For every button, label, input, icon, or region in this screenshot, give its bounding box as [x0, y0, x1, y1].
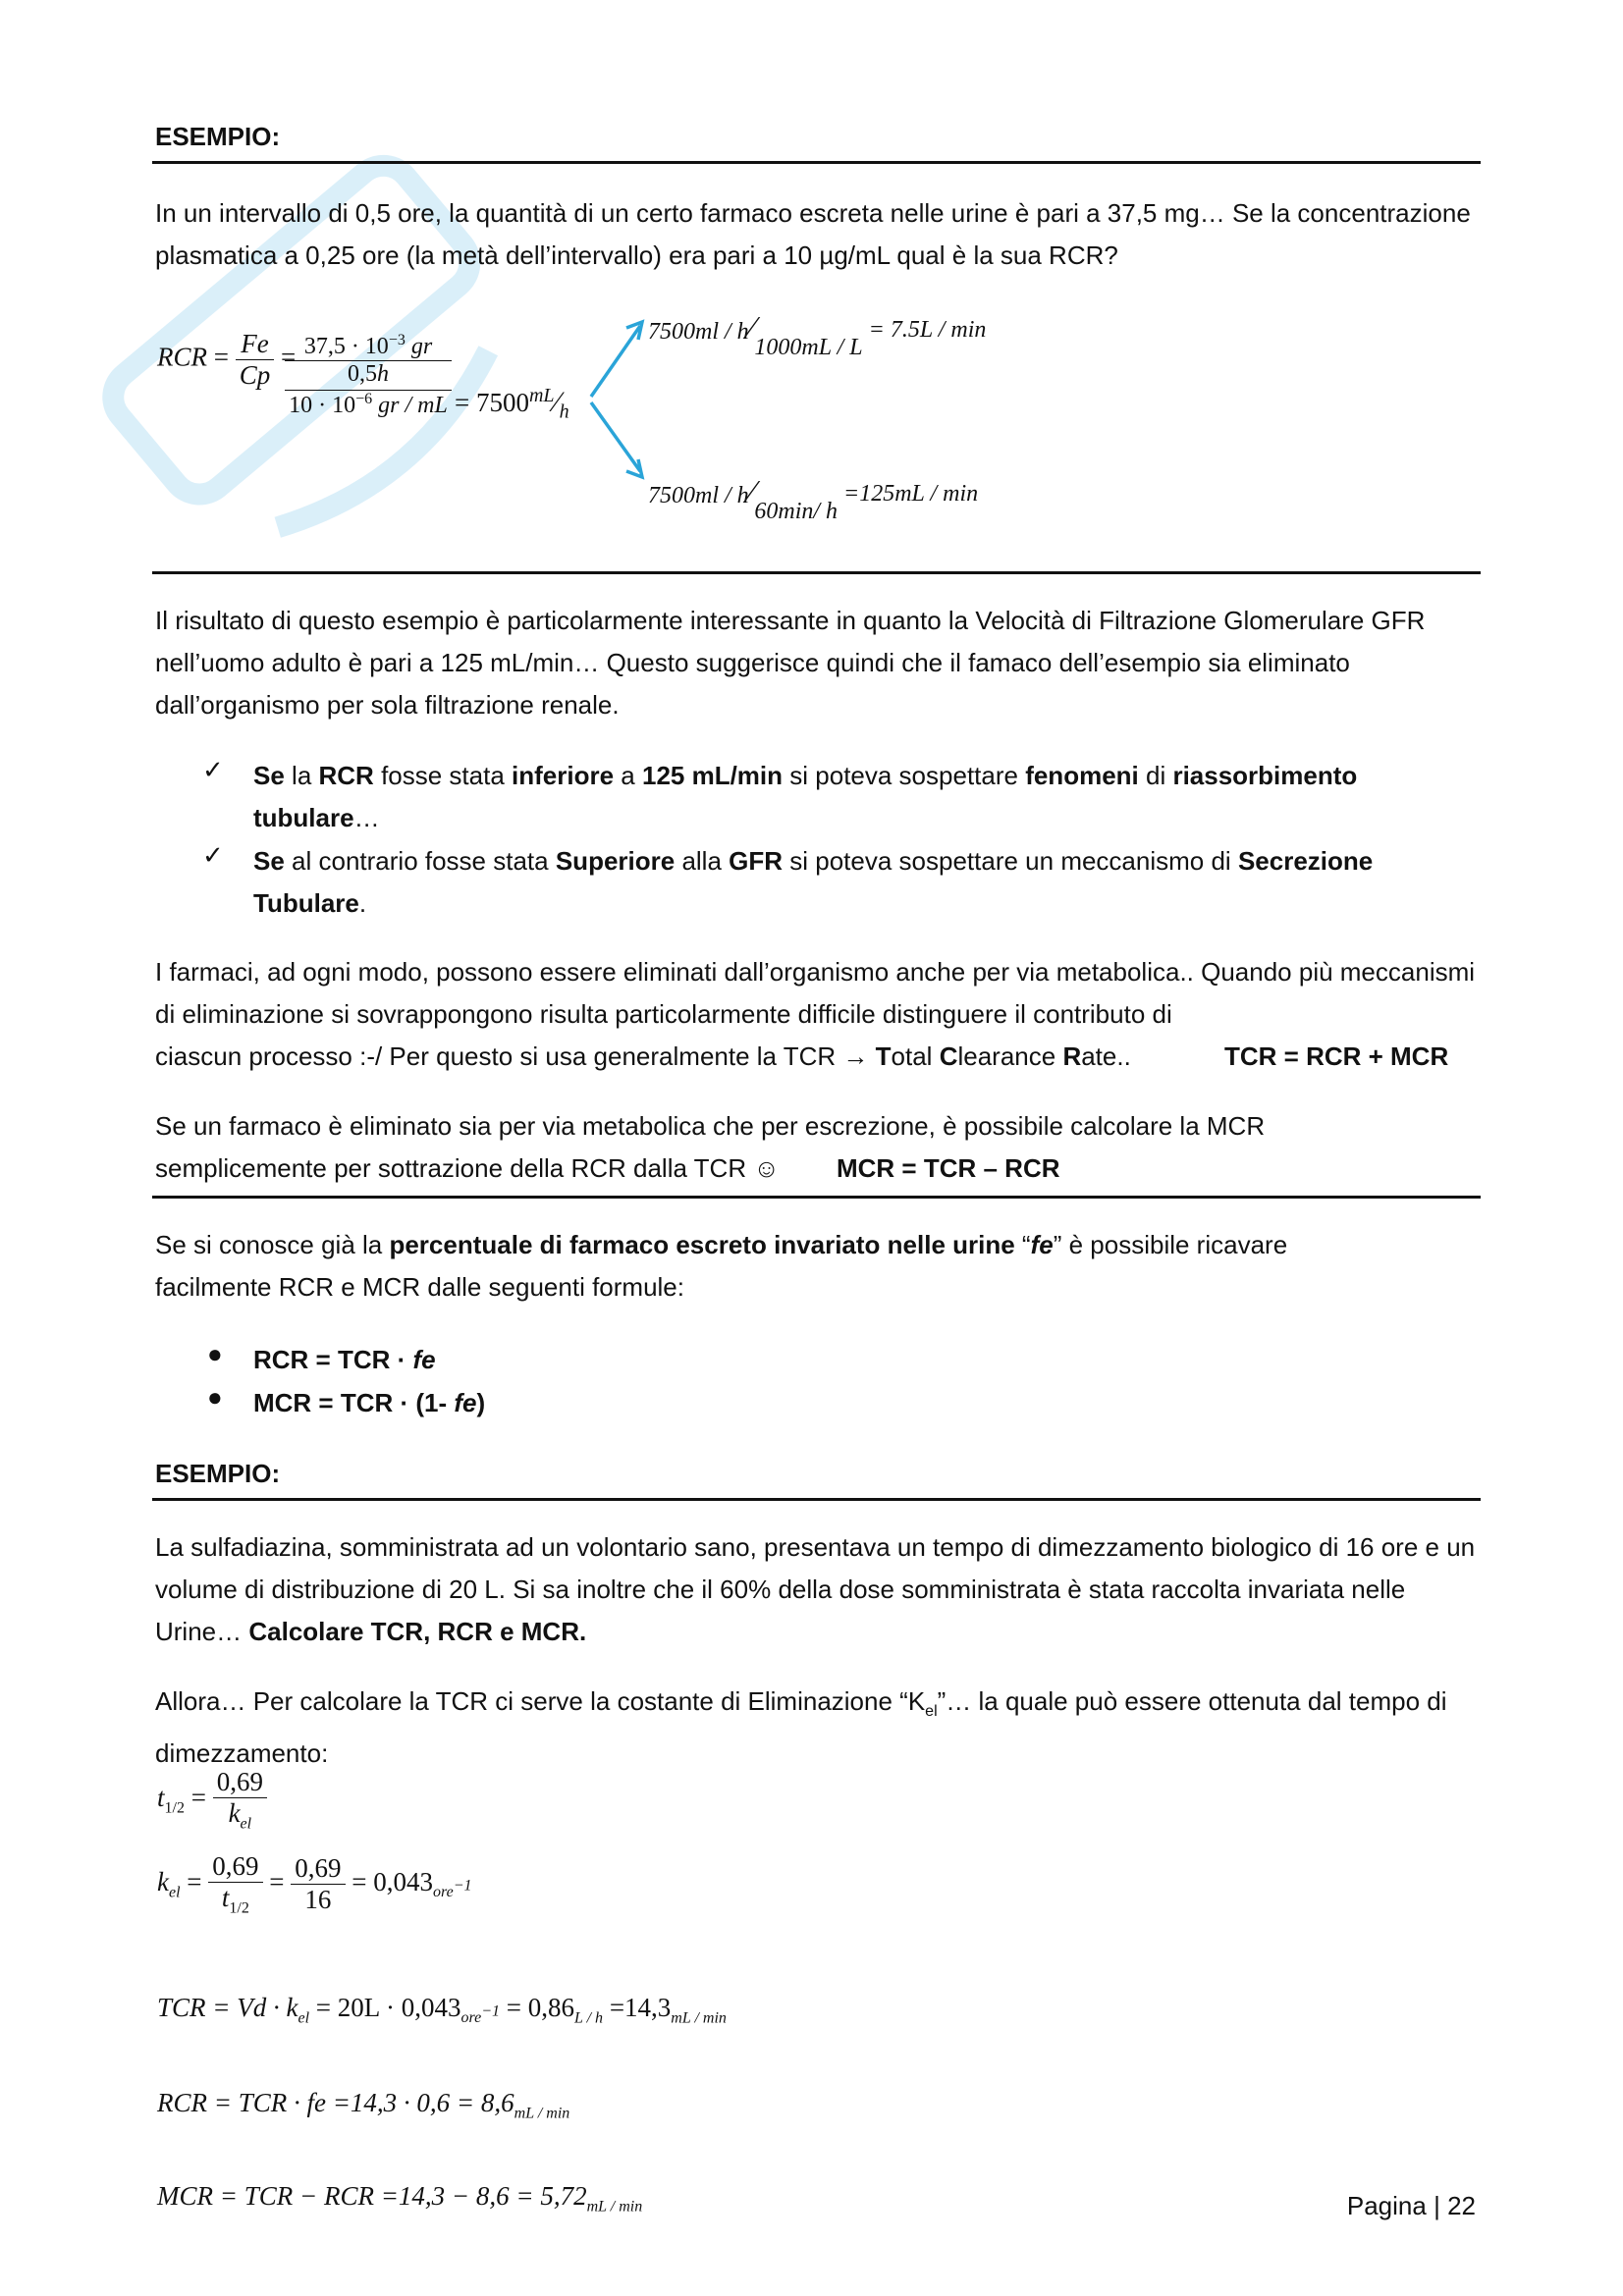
denominator [285, 391, 452, 419]
mcr-a: MCR = TCR − RCR =14,3 − 8,6 = 5,72 [157, 2181, 587, 2211]
cp-symbol: Cp [239, 360, 271, 390]
c2-gfr: GFR [729, 846, 784, 876]
paragraph-fe [155, 1224, 1481, 1266]
check-item-1 [253, 755, 1471, 839]
kel-n1: 0,69 [208, 1851, 262, 1883]
kel-res-sub: ore [432, 1884, 454, 1901]
bullet-icon: ● [207, 1339, 223, 1368]
p6-text: La sulfadiazina, somministrata ad un volontario sano, presentava un tempo di dimezzamento biologico di 16 ore e un volume di distribuzione di 20 L. Si sa inoltre che il 60% della dose somministrata è stata raccolta invariata nelle Urine… [155, 1532, 1476, 1646]
equation-rcr [157, 2088, 569, 2122]
result-unit-num: mL [528, 385, 555, 406]
paragraph-subtraction: Se un farmaco è eliminato sia per via metabolica che per escrezione, è possibile calcolare la MCR [155, 1111, 1266, 1141]
fe-over-cp [236, 329, 275, 391]
paragraph-gfr: Il risultato di questo esempio è particolarmente interessante in quanto la Velocità di Filtrazione Glomerulare GFR nell’uomo adulto è pari a 125 mL/min… Questo suggerisce quindi che il famaco dell’esempio sia eliminato dall’organismo per sola filtrazione renale. [155, 606, 1426, 720]
kel-res-sup: −1 [453, 1877, 472, 1895]
c1-t4: si poteva sospettare [783, 761, 1026, 790]
p5-a: Se si conosce già la [155, 1230, 390, 1259]
paragraph-subtraction-last: semplicemente per sottrazione della RCR dalla TCR ☺ [155, 1153, 780, 1183]
kel-k: k [157, 1866, 169, 1896]
p7-a: Allora… Per calcolare la TCR ci serve la costante di Eliminazione “K [155, 1686, 926, 1716]
equation-half-life: $t_{1/2}$ = $\frac{0,69}{k_{el}}$ [157, 1767, 267, 1833]
paragraph-metabolic: I farmaci, ad ogni modo, possono essere eliminati dall’organismo anche per via metabolica.. Quando più meccanismi di eliminazione si sovrappongono risulta particolarmente difficile distinguere il contributo di [155, 957, 1476, 1029]
kel-n2: 0,69 [291, 1853, 345, 1885]
tcr-c: = 0,86 [500, 1993, 574, 2022]
c2-secrezione: Secrezione [1237, 846, 1374, 876]
half-life-fraction [213, 1767, 267, 1833]
bullet-mcr [253, 1382, 485, 1424]
formula-result: = $7500^{mL}⁄_h$ [455, 385, 569, 423]
b1-fe: fe [412, 1345, 436, 1374]
b1-a: RCR = TCR · [253, 1345, 413, 1374]
kel-k-sub: el [168, 1884, 181, 1901]
p5-fe: fe [1030, 1230, 1054, 1259]
p3-ate: ate.. [1081, 1041, 1131, 1071]
check-icon: ✓ [202, 840, 224, 870]
result-unit-den: h [559, 400, 569, 423]
c1-se: Se [253, 761, 285, 790]
c2-t2: alla [675, 846, 730, 876]
c1-riass: riassorbimento [1172, 761, 1358, 790]
num-mid-unit: h [377, 361, 389, 387]
tcr-d: =14,3 [603, 1993, 672, 2022]
p6-bold: Calcolare TCR, RCR e MCR. [248, 1617, 587, 1646]
tcr-b: = 20L · 0,043 [309, 1993, 461, 2022]
num-top-exp: −3 [388, 332, 406, 348]
formula-branch-1: 7500ml / h⁄1000mL / L = 7.5L / min [648, 310, 987, 360]
c2-se: Se [253, 846, 285, 876]
divider-4 [152, 1498, 1481, 1501]
tcr-d-sub: mL / min [671, 2009, 727, 2027]
b2-fe: fe [454, 1388, 477, 1417]
equation-tcr [157, 1993, 727, 2027]
c2-t4: . [358, 888, 367, 918]
branch-arrows [587, 314, 648, 481]
b2-a: MCR = TCR · (1- [253, 1388, 455, 1417]
kel-fraction-2 [291, 1853, 345, 1915]
t-sub: 1/2 [164, 1799, 185, 1817]
c2-tubulare: Tubulare [253, 888, 359, 918]
formula-rcr-lhs: RCR = $\frac{Fe}{Cp}$ = [157, 329, 297, 390]
paragraph-sulfadiazina [155, 1526, 1481, 1653]
c2-sup: Superiore [555, 846, 676, 876]
kel-d2: 16 [304, 1885, 332, 1915]
num-mid-value: 0,5 [348, 361, 377, 387]
kel-result: = 0,043 [352, 1866, 433, 1896]
k-sub: el [240, 1815, 252, 1833]
c1-t2: fosse stata [373, 761, 513, 790]
mcr-a-sub: mL / min [586, 2198, 643, 2216]
numerator-top [285, 332, 452, 361]
p3-learance: learance [957, 1041, 1063, 1071]
p5-b: “ [1014, 1230, 1031, 1259]
tcr-b-sub: ore [460, 2009, 482, 2027]
p3-last: ciascun processo :-/ Per questo si usa generalmente la TCR → [155, 1041, 876, 1071]
branch2-den: 60min/ h [754, 499, 839, 524]
formula-branch-2: 7500ml / h⁄60min/ h =125mL / min [648, 474, 979, 524]
tcr-a: TCR = Vd · k [157, 1993, 298, 2022]
paragraph-intro: In un intervallo di 0,5 ore, la quantità di un certo farmaco escreta nelle urine è pari a 37,5 mg… Se la concentrazione plasmatica a 0,25 ore (la metà dell’intervallo) era pari a 10 µg/mL qual è la sua RCR? [155, 198, 1471, 270]
kel-d1: t [221, 1883, 230, 1912]
paragraph-kel [155, 1681, 1481, 1775]
page-footer [1347, 2191, 1476, 2221]
c1-rcr: RCR [318, 761, 374, 790]
c1-inferiore: inferiore [512, 761, 615, 790]
p7-b: ”… la quale può essere ottenuta dal tempo di dimezzamento: [155, 1686, 1447, 1769]
den-exp: −6 [355, 391, 373, 407]
rcr-symbol: RCR [157, 342, 207, 372]
half-num: 0,69 [213, 1767, 267, 1798]
branch2-result: =125mL / min [843, 481, 979, 507]
branch2-num: 7500ml / h [648, 483, 749, 508]
num-top-value: 37,5 · 10 [303, 334, 389, 359]
divider-3 [152, 1196, 1481, 1199]
c1-t1: la [284, 761, 319, 790]
divider-1 [152, 161, 1481, 164]
p3-r: R [1062, 1041, 1082, 1071]
num-top-unit: gr [410, 334, 433, 359]
formula-compound-fraction [285, 332, 452, 419]
page-number: 22 [1447, 2191, 1476, 2220]
c2-t1: al contrario fosse stata [284, 846, 556, 876]
formula-mcr-diff: MCR = TCR – RCR [837, 1153, 1060, 1183]
c1-t3: a [614, 761, 642, 790]
c1-t5: di [1138, 761, 1173, 790]
bullet-icon: ● [207, 1382, 223, 1412]
fe-symbol: Fe [236, 329, 275, 360]
den-unit: gr / mL [378, 393, 448, 418]
p5-bold: percentuale di farmaco escreto invariato nelle urine [389, 1230, 1015, 1259]
formula-tcr-sum: TCR = RCR + MCR [1224, 1041, 1449, 1071]
k-symbol: k [228, 1798, 241, 1828]
footer-label: Pagina [1346, 2191, 1427, 2220]
tcr-c-sub: L / h [574, 2009, 604, 2027]
p3-t: T [875, 1041, 892, 1071]
branch1-num: 7500ml / h [648, 319, 749, 345]
result-value: 7500 [475, 388, 529, 417]
tcr-a-sub: el [298, 2009, 310, 2027]
numerator-bottom [285, 361, 452, 388]
check-icon: ✓ [202, 755, 224, 784]
c1-fenomeni: fenomeni [1025, 761, 1139, 790]
rcr-a-sub: mL / min [514, 2105, 570, 2122]
c1-val: 125 mL/min [641, 761, 784, 790]
heading-esempio-2: ESEMPIO: [155, 1459, 281, 1488]
p7-sub: el [925, 1703, 938, 1721]
heading-esempio-1: ESEMPIO: [155, 122, 281, 151]
c2-t3: si poteva sospettare un meccanismo di [783, 846, 1238, 876]
t-symbol: t [157, 1782, 165, 1812]
divider-2 [152, 571, 1481, 574]
paragraph-fe-line2: facilmente RCR e MCR dalle seguenti formule: [155, 1272, 684, 1302]
den-value: 10 · 10 [289, 393, 356, 418]
bullet-rcr [253, 1339, 436, 1381]
equation-kel: $k_{el}$ = $\frac{0,69}{t_{1/2}}$ = $\frac{0,69}{16}$ = $0,043_{ore^{-1}}$ [157, 1851, 472, 1917]
kel-fraction-1 [208, 1851, 262, 1917]
equation-mcr [157, 2181, 642, 2216]
footer-sep: | [1434, 2191, 1440, 2220]
c1-t6: … [353, 803, 380, 832]
tcr-b-sup: −1 [481, 2003, 501, 2021]
p5-c: ” è possibile ricavare [1053, 1230, 1288, 1259]
branch1-den: 1000mL / L [754, 335, 863, 360]
check-item-2 [253, 840, 1471, 925]
kel-d1-sub: 1/2 [229, 1899, 249, 1917]
p3-c: C [939, 1041, 958, 1071]
branch1-result: = 7.5L / min [868, 317, 987, 343]
b2-b: ) [476, 1388, 486, 1417]
p3-otal: otal [891, 1041, 940, 1071]
c1-tubulare: tubulare [253, 803, 354, 832]
rcr-a: RCR = TCR · fe =14,3 · 0,6 = 8,6 [157, 2088, 514, 2117]
